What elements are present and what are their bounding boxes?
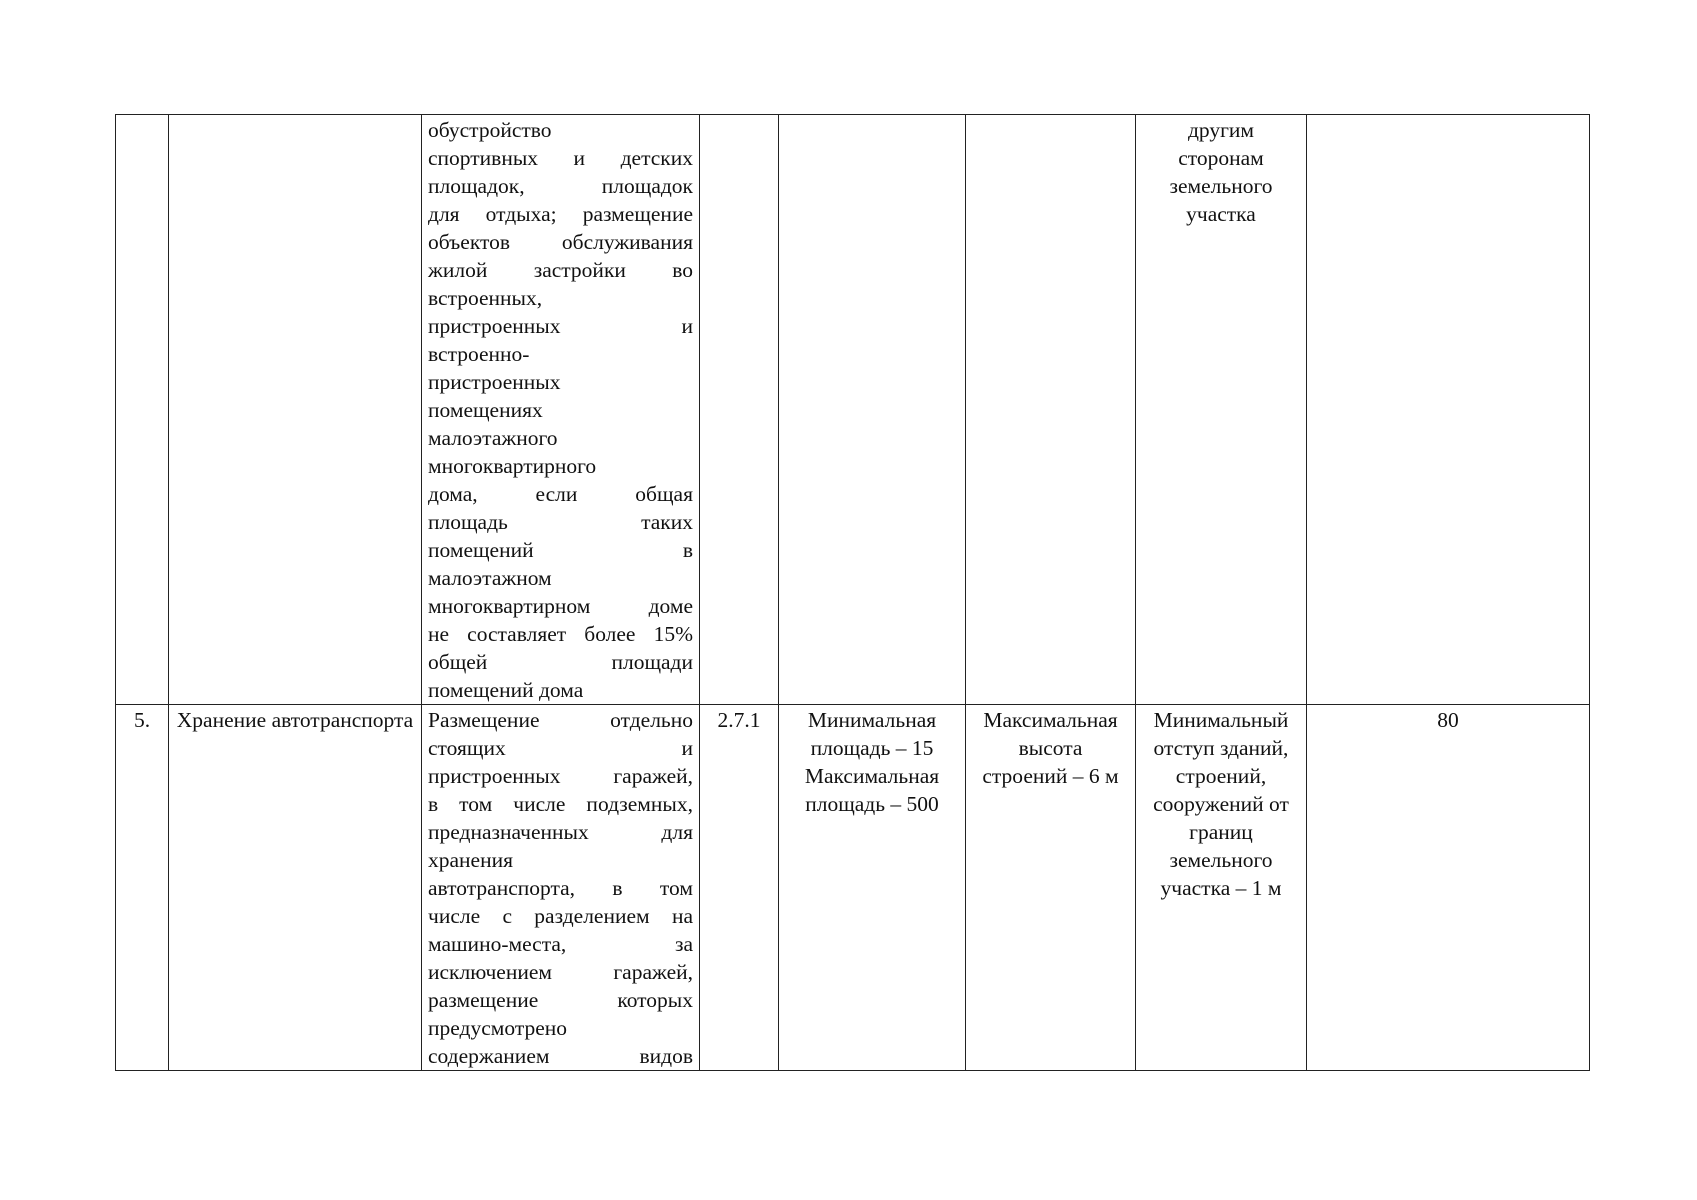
setback-cell: [1136, 705, 1307, 1071]
plot-area-cell: [779, 705, 966, 1071]
table-row-5: [116, 705, 1590, 1071]
description-line: стоящих и: [428, 736, 693, 760]
description-line: малоэтажного: [428, 426, 558, 450]
height-line: строений – 6 м: [982, 764, 1119, 788]
max-height-cell: [966, 115, 1136, 705]
height-line: высота: [1018, 736, 1083, 760]
description-line: пристроенных гаражей,: [428, 764, 693, 788]
description-line: жилой застройки во: [428, 258, 693, 282]
plot-area-cell: [779, 115, 966, 705]
description-line: помещений дома: [428, 678, 584, 702]
description-line: для отдыха; размещение: [428, 202, 693, 226]
description-line: машино-места, за: [428, 932, 693, 956]
description-line: предназначенных для: [428, 820, 693, 844]
setback-line: сооружений от: [1153, 792, 1289, 816]
coverage-cell: [1307, 115, 1590, 705]
description-line: общей площади: [428, 650, 693, 674]
description-line: исключением гаражей,: [428, 960, 693, 984]
setback-line: отступ зданий,: [1153, 736, 1289, 760]
use-name-cell: [169, 115, 422, 705]
use-code-cell: 2.7.1: [700, 705, 779, 1071]
description-line: Размещение отдельно: [428, 708, 693, 732]
description-line: дома, если общая: [428, 482, 693, 506]
description-line: предусмотрено: [428, 1016, 568, 1040]
description-line: обустройство: [428, 118, 552, 142]
use-code-cell: [700, 115, 779, 705]
description-line: многоквартирном доме: [428, 594, 693, 618]
height-line: Максимальная: [983, 708, 1118, 732]
description-line: многоквартирного: [428, 454, 597, 478]
area-line: площадь – 500: [805, 792, 939, 816]
description-line: автотранспорта, в том: [428, 876, 693, 900]
description-line: числе с разделением на: [428, 904, 693, 928]
description-line: малоэтажном: [428, 566, 552, 590]
area-line: площадь – 15: [810, 736, 934, 760]
description-line: не составляет более 15%: [428, 622, 693, 646]
description-line: встроенных,: [428, 286, 543, 310]
description-line: площадок, площадок: [428, 174, 693, 198]
description-line: помещений в: [428, 538, 693, 562]
description-line: объектов обслуживания: [428, 230, 693, 254]
use-description-cell: [422, 705, 700, 1071]
setback-line: Минимальный: [1153, 708, 1289, 732]
description-line: хранения: [428, 848, 513, 872]
setback-line: другим: [1187, 118, 1255, 142]
area-line: Максимальная: [804, 764, 940, 788]
coverage-cell: 80: [1307, 705, 1590, 1071]
setback-line: границ: [1189, 820, 1253, 844]
description-line: помещениях: [428, 398, 543, 422]
description-line: содержанием видов: [428, 1044, 693, 1068]
use-description-cell: [422, 115, 700, 705]
setback-line: земельного: [1169, 848, 1273, 872]
table-row-continued: [116, 115, 1590, 705]
description-line: пристроенных: [428, 370, 561, 394]
max-height-cell: [966, 705, 1136, 1071]
setback-line: строений,: [1175, 764, 1267, 788]
zoning-regulations-table: [115, 114, 1590, 1071]
row-number-cell: [116, 115, 169, 705]
setback-line: земельного: [1169, 174, 1273, 198]
row-number-cell: 5.: [116, 705, 169, 1071]
setback-line: сторонам: [1178, 146, 1264, 170]
description-line: площадь таких: [428, 510, 693, 534]
description-line: в том числе подземных,: [428, 792, 693, 816]
description-line: встроенно-: [428, 342, 530, 366]
description-line: размещение которых: [428, 988, 693, 1012]
use-name-cell: Хранение автотранспорта: [169, 705, 422, 1071]
setback-cell: [1136, 115, 1307, 705]
setback-line: участка – 1 м: [1160, 876, 1282, 900]
description-line: пристроенных и: [428, 314, 693, 338]
area-line: Минимальная: [807, 708, 937, 732]
description-line: спортивных и детских: [428, 146, 693, 170]
setback-line: участка: [1186, 202, 1256, 226]
